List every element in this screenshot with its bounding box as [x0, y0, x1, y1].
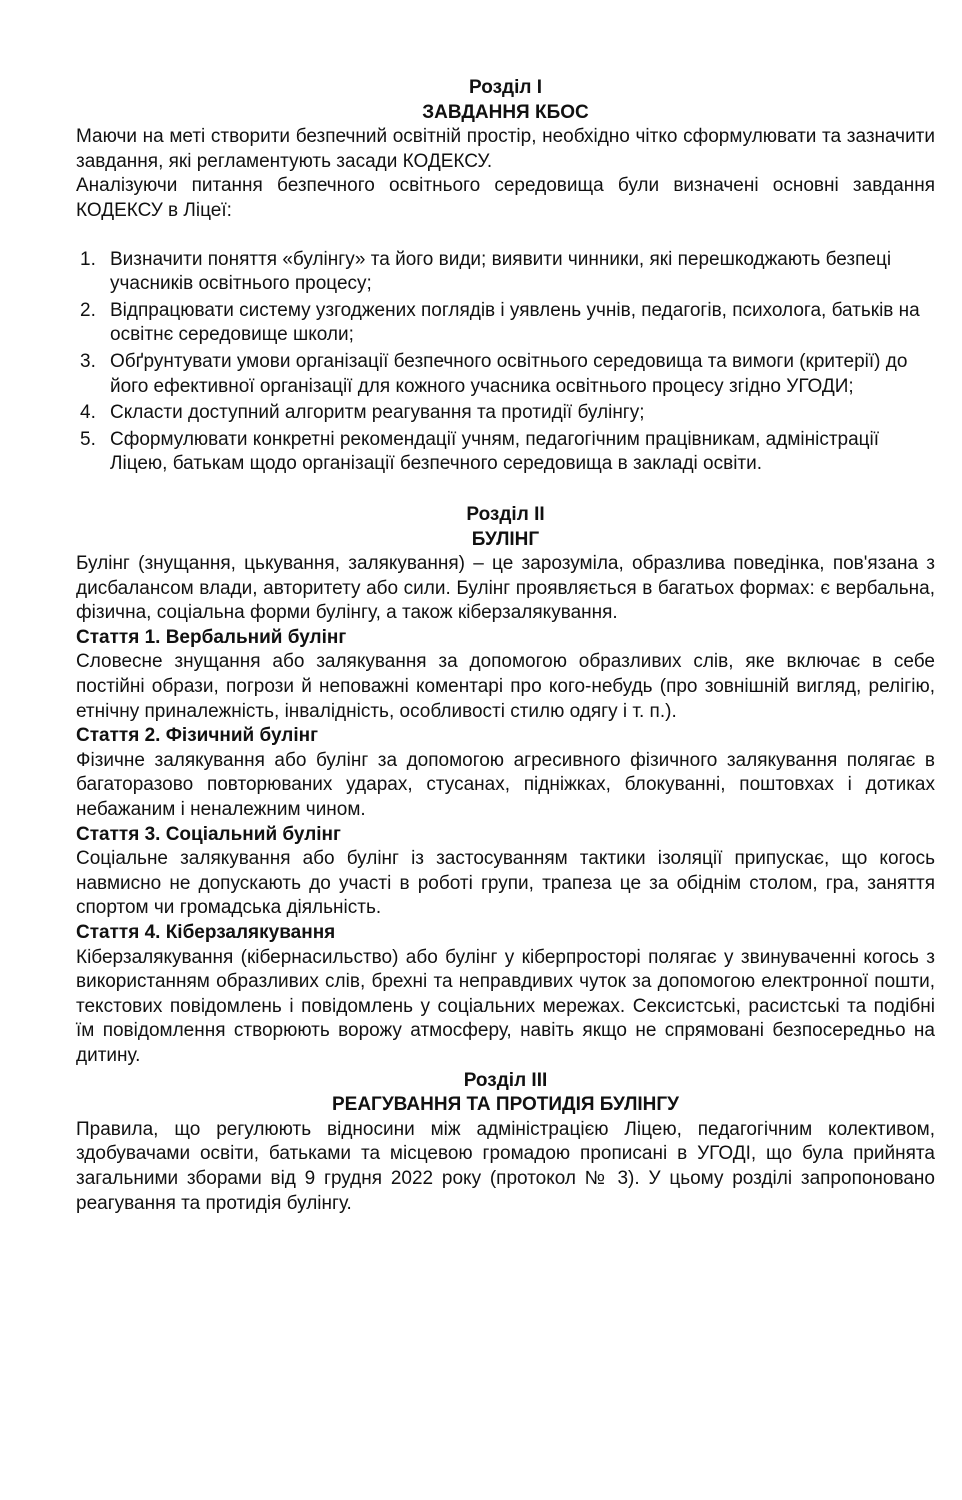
- list-item: [76, 350, 935, 399]
- section-3-heading: Розділ ІІІ: [463, 1069, 548, 1091]
- list-item: [76, 299, 935, 348]
- article-title: Стаття 3. Соціальний булінг: [76, 823, 341, 845]
- spacer: [76, 224, 935, 248]
- section-1-paragraph: Аналізуючи питання безпечного освітнього середовища були визначені основні завдання КОДЕКСУ в Ліцеї:: [76, 175, 935, 221]
- article-text: Соціальне залякування або булінг із застосуванням тактики ізоляції припускає, що когось навмисно не допускають до участі в роботі групи, трапеза це за обіднім столом, гра, заняття спортом чи громадська діяльність.: [76, 848, 935, 919]
- list-number: 4.: [80, 402, 96, 424]
- article-text: Словесне знущання або залякування за допомогою образливих слів, яке включає в себе постійні образи, погрози й неповажні коментарі про кого-небудь (про зовнішній вигляд, релігію, етнічну приналежність, інвалідність, особливості стилю одягу і т. п.).: [76, 651, 935, 722]
- article-title: Стаття 2. Фізичний булінг: [76, 725, 318, 747]
- section-1-paragraph: Маючи на меті створити безпечний освітній простір, необхідно чітко сформулювати та зазначити завдання, які регламентують засади КОДЕКСУ.: [76, 126, 935, 172]
- list-item: [76, 401, 935, 426]
- article-text: Фізичне залякування або булінг за допомогою агресивного фізичного залякування полягає в багаторазово повторюваних ударах, стусанах, підніжках, блокуванні, поштовхах і дотиках небажаним і неналежним чином.: [76, 749, 935, 821]
- section-1-heading: Розділ І: [469, 77, 542, 98]
- list-item-text: Відпрацювати систему узгоджених поглядів і уявлень учнів, педагогів, психолога, батьків на освітнє середовище школи;: [110, 299, 920, 346]
- list-item: [76, 248, 935, 297]
- list-item-text: Обґрунтувати умови організації безпечного освітнього середовища та вимоги (критерії) до його ефективної організації для кожного учасника освітнього процесу згідно УГОДИ;: [110, 350, 908, 397]
- spacer: [76, 479, 935, 503]
- list-item-text: Визначити поняття «булінгу» та його види; виявити чинники, які перешкоджають безпеці учасників освітнього процесу;: [110, 248, 892, 295]
- section-3-paragraph: Правила, що регулюють відносини між адміністрацією Ліцею, педагогічним колективом, здобувачами освіти, батьками та місцевою громадою прописані в УГОДІ, що була прийнята загальними зборами від 9 грудня 2022 року (протокол № 3). У цьому розділі запропоновано реагування та протидія булінгу.: [76, 1118, 935, 1214]
- list-number: 2.: [80, 299, 96, 321]
- list-number: 5.: [80, 428, 96, 450]
- list-number: 3.: [80, 350, 96, 372]
- section-1-title: ЗАВДАННЯ КБОС: [422, 101, 589, 123]
- list-item: [76, 428, 935, 477]
- section-2-title: БУЛІНГ: [471, 528, 540, 550]
- list-item-text: Скласти доступний алгоритм реагування та протидії булінгу;: [110, 402, 645, 424]
- article-text: Кіберзалякування (кібернасильство) або булінг у кіберпросторі полягає у звинуваченні когось з використанням образливих слів, брехні та неправдивих чуток за допомогою електронної пошти, текстових повідомлень і повідомлень у соціальних мережах. Сексистські, расистські та подібні їм повідомлення створюють ворожу атмосферу, навіть якщо не спрямовані безпосередньо на дитину.: [76, 946, 935, 1066]
- section-2-heading: Розділ ІІ: [466, 503, 545, 525]
- article-title: Стаття 4. Кіберзалякування: [76, 922, 336, 943]
- section-2-intro: Булінг (знущання, цькування, залякування) – це зарозуміла, образлива поведінка, пов'язана з дисбалансом влади, авторитету або сили. Булінг проявляється в багатьох формах: є вербальна, фізична, соціальна форми булінгу, а також кіберзалякування.: [76, 553, 935, 624]
- list-number: 1.: [80, 248, 96, 270]
- section-3-title: РЕАГУВАННЯ ТА ПРОТИДІЯ БУЛІНГУ: [331, 1094, 679, 1116]
- tasks-list: [76, 248, 935, 477]
- article-title: Стаття 1. Вербальний булінг: [76, 626, 347, 648]
- list-item-text: Сформулювати конкретні рекомендації учням, педагогічним працівникам, адміністрації Ліцею, батькам щодо організації безпечного середовища в закладі освіти.: [110, 428, 880, 475]
